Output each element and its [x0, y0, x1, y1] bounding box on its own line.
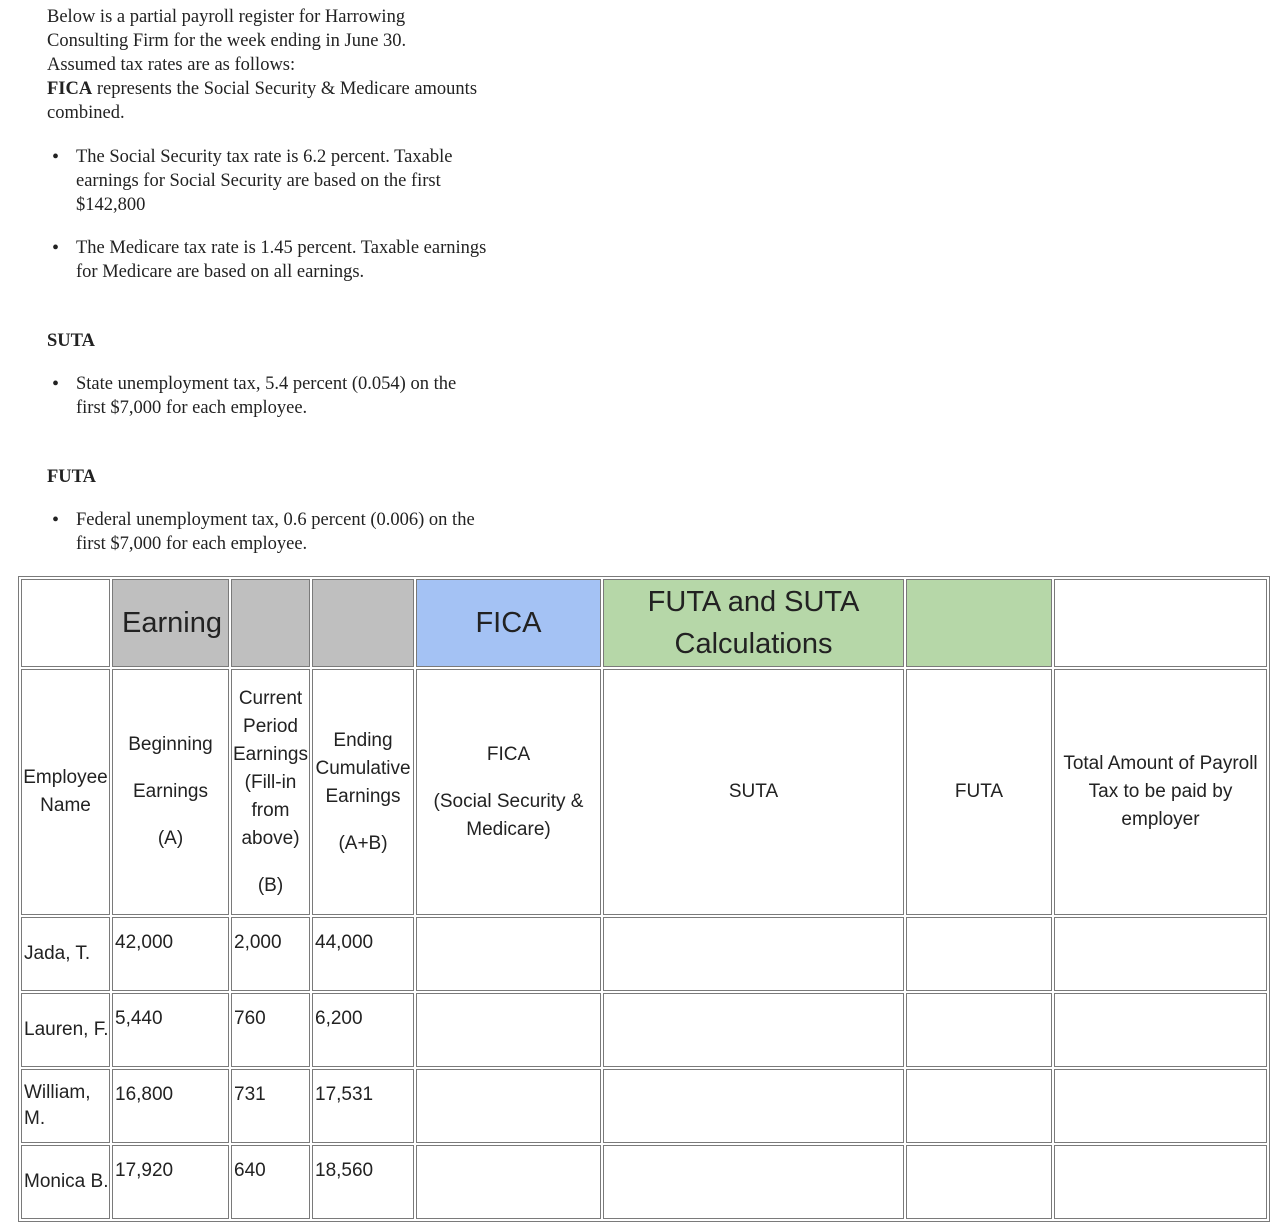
total-input-cell[interactable]	[1054, 917, 1267, 991]
employee-name-cell: Monica B.	[21, 1145, 110, 1219]
suta-column-header: SUTA	[603, 669, 904, 915]
header-text: Earnings	[325, 785, 401, 807]
header-text: from	[251, 799, 290, 821]
futa-suta-group-header	[603, 579, 904, 667]
header-text: employer	[1121, 809, 1200, 830]
header-text: Period	[243, 715, 298, 737]
table-row	[21, 917, 1267, 991]
fica-input-cell[interactable]	[416, 993, 601, 1067]
futa-suta-header-line-2: Calculations	[674, 628, 833, 660]
ending-earnings-cell: 18,560	[312, 1145, 414, 1219]
table-row	[21, 1069, 1267, 1143]
current-earnings-cell: 731	[231, 1069, 310, 1143]
earning-group-header: Earning	[112, 579, 229, 667]
header-text: Current	[238, 687, 303, 709]
total-payroll-tax-header	[1054, 669, 1267, 915]
social-security-rate: • The Social Security tax rate is 6.2 percent. Taxable earnings for Social Security are based on the first $142,800	[47, 145, 487, 217]
intro-line-2: Assumed tax rates are as follows:	[47, 55, 296, 75]
table-row	[21, 993, 1267, 1067]
header-text: Name	[40, 795, 91, 816]
futa-heading: FUTA	[47, 467, 96, 487]
header-text: Medicare)	[466, 818, 551, 840]
header-text: Beginning	[128, 734, 213, 755]
fica-group-header: FICA	[416, 579, 601, 667]
total-input-cell[interactable]	[1054, 1145, 1267, 1219]
futa-rate-list	[47, 508, 487, 556]
header-text: Ending	[333, 729, 393, 751]
payroll-register-table	[18, 576, 1270, 1222]
suta-heading: SUTA	[47, 331, 95, 351]
current-earnings-cell: 640	[231, 1145, 310, 1219]
suta-rate: • State unemployment tax, 5.4 percent (0.054) on the first $7,000 for each employee.	[47, 372, 487, 420]
employee-name-cell: Jada, T.	[21, 917, 110, 991]
suta-input-cell[interactable]	[603, 1145, 904, 1219]
header-blank-current	[231, 579, 310, 667]
header-text: (B)	[257, 874, 284, 896]
fica-input-cell[interactable]	[416, 1069, 601, 1143]
header-blank-ending	[312, 579, 414, 667]
header-text: Total Amount of Payroll	[1063, 753, 1258, 774]
suta-input-cell[interactable]	[603, 993, 904, 1067]
suta-rate-list	[47, 372, 487, 420]
ending-cumulative-earnings-header	[312, 669, 414, 915]
current-earnings-cell: 2,000	[231, 917, 310, 991]
employee-name-header	[21, 669, 110, 915]
futa-rate: • Federal unemployment tax, 0.6 percent (0.006) on the first $7,000 for each employee.	[47, 508, 487, 556]
current-earnings-cell: 760	[231, 993, 310, 1067]
header-text: (Fill-in	[244, 771, 297, 793]
header-text: FICA	[486, 743, 531, 765]
fica-definition	[47, 77, 487, 125]
beginning-earnings-cell: 17,920	[112, 1145, 229, 1219]
ending-earnings-cell: 17,531	[312, 1069, 414, 1143]
header-text: (A+B)	[338, 832, 388, 854]
current-period-earnings-header	[231, 669, 310, 915]
beginning-earnings-cell: 42,000	[112, 917, 229, 991]
header-text: Tax to be paid by	[1088, 781, 1233, 802]
futa-input-cell[interactable]	[906, 1145, 1052, 1219]
header-blank-total	[1054, 579, 1267, 667]
header-text: Earnings	[133, 781, 208, 802]
header-text: Earnings	[233, 743, 308, 765]
intro-line-1: Below is a partial payroll register for Harrowing Consulting Firm for the week ending in June 30.	[47, 7, 407, 51]
beginning-earnings-header	[112, 669, 229, 915]
header-text: (Social Security &	[433, 790, 584, 812]
beginning-earnings-cell: 5,440	[112, 993, 229, 1067]
futa-input-cell[interactable]	[906, 993, 1052, 1067]
fica-term: FICA	[47, 79, 93, 99]
beginning-earnings-cell: 16,800	[112, 1069, 229, 1143]
group-header-row	[21, 579, 1267, 667]
header-text: above)	[241, 827, 300, 849]
fica-column-header	[416, 669, 601, 915]
employee-name-cell: Lauren, F.	[21, 993, 110, 1067]
suta-input-cell[interactable]	[603, 1069, 904, 1143]
employee-name-cell: William, M.	[21, 1069, 110, 1143]
table-row	[21, 1145, 1267, 1219]
ending-earnings-cell: 6,200	[312, 993, 414, 1067]
ending-earnings-cell: 44,000	[312, 917, 414, 991]
column-header-row	[21, 669, 1267, 915]
futa-input-cell[interactable]	[906, 917, 1052, 991]
header-text: Employee	[23, 767, 108, 788]
futa-column-header: FUTA	[906, 669, 1052, 915]
total-input-cell[interactable]	[1054, 1069, 1267, 1143]
header-blank-employee	[21, 579, 110, 667]
futa-suta-header-line-1: FUTA and SUTA	[647, 586, 860, 618]
fica-input-cell[interactable]	[416, 917, 601, 991]
header-text: Cumulative	[315, 757, 411, 779]
total-input-cell[interactable]	[1054, 993, 1267, 1067]
fica-input-cell[interactable]	[416, 1145, 601, 1219]
instructions	[47, 5, 487, 556]
header-blank-futa	[906, 579, 1052, 667]
fica-rate-list	[47, 145, 487, 284]
futa-input-cell[interactable]	[906, 1069, 1052, 1143]
fica-definition-text: represents the Social Security & Medicare amounts combined.	[47, 79, 478, 123]
header-text: (A)	[157, 828, 184, 849]
suta-input-cell[interactable]	[603, 917, 904, 991]
medicare-rate: • The Medicare tax rate is 1.45 percent. Taxable earnings for Medicare are based on all earnings.	[47, 236, 487, 284]
